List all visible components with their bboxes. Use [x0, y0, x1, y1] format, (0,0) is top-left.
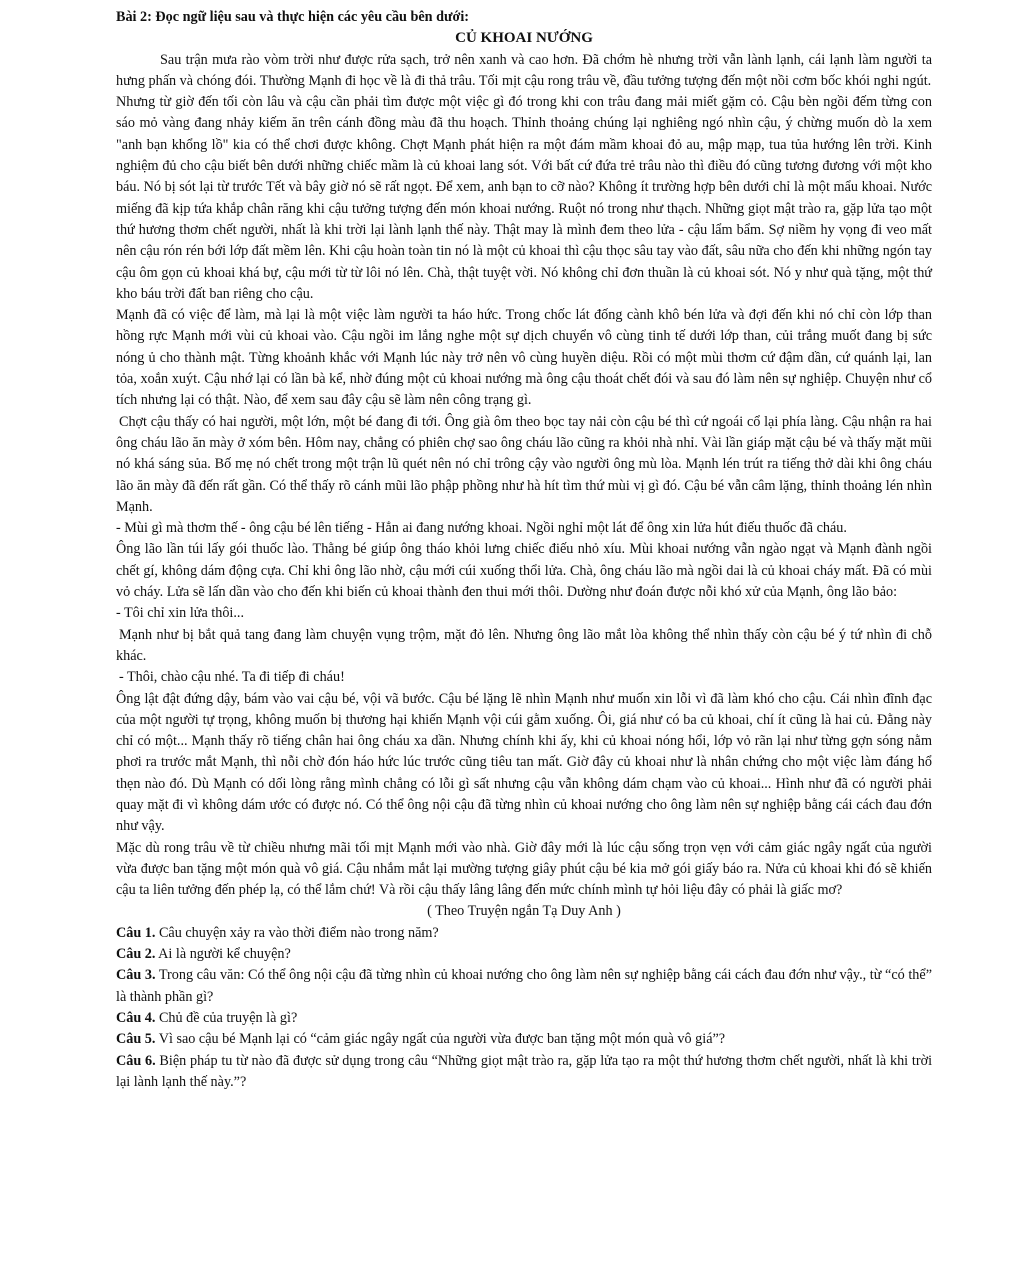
- question-item: [116, 1029, 932, 1050]
- question-label: Câu 1.: [116, 924, 156, 941]
- story-paragraph: Nhưng từ giờ đến tối còn lâu và cậu cần phải tìm được một việc gì đó trong khi con trâu đang mải miết gặm cỏ. Cậu bèn ngồi đếm từng con sáo mỏ vàng đang nhảy kiếm ăn trên cánh đồng màu đã thu hoạch. Thỉnh thoảng chúng lại nghiêng ngó nhìn cậu, ý chừng muốn dò la xem "anh bạn khổng lồ" kia có thể chơi được không. Chợt Mạnh phát hiện ra một đám mầm khoai đỏ au, mập mạp, tua tủa hướng lên trời. Kinh nghiệm đủ cho cậu biết bên dưới những chiếc mầm là củ khoai lang sót. Với bất cứ đứa trẻ trâu nào thì điều đó cũng tương đương với một kho báu. Nó bị sót lại từ trước Tết và bây giờ nó sẽ rất ngọt. Để xem, anh bạn to cỡ nào? Không ít trường hợp bên dưới chỉ là một mẩu khoai. Nước miếng đã kịp tứa khắp chân răng khi cậu tưởng tượng đến món khoai nướng. Ruột nó trong như thạch. Những giọt mật trào ra, gặp lửa tạo một thứ hương thơm chết người, nhất là khi trời lại lành lạnh thế này. Thật may là mình đem theo lửa - cậu lẩm bẩm. Sợ niềm hy vọng đi veo mất nên cậu rón rén bới lớp đất mềm lên. Khi cậu hoàn toàn tin nó là một củ khoai thì cậu thọc sâu tay vào đất, sâu nữa cho đến khi những ngón tay cậu ôm gọn củ khoai khá bự, cậu mới từ từ lôi nó lên. Chà, thật tuyệt vời. Nó không chỉ đơn thuần là củ khoai sót. Nó y như quà tặng, một thứ kho báu trời đất ban riêng cho cậu.: [116, 94, 932, 302]
- question-label: Câu 4.: [116, 1009, 156, 1026]
- question-text: Biện pháp tu từ nào đã được sử dụng trong câu “Những giọt mật trào ra, gặp lửa tạo ra một thứ hương thơm chết người, nhất là khi trời lại lành lạnh thế này.”?: [116, 1052, 933, 1090]
- exercise-heading: Bài 2: Đọc ngữ liệu sau và thực hiện các yêu cầu bên dưới:: [116, 9, 470, 25]
- question-item: [116, 965, 932, 1008]
- question-label: Câu 3.: [116, 967, 156, 984]
- question-item: [116, 944, 932, 965]
- dialogue-line: - Mùi gì mà thơm thế - ông cậu bé lên tiếng - Hẳn ai đang nướng khoai. Ngồi nghỉ một lát để ông xin lửa hút điếu thuốc đã cháu.: [116, 520, 847, 537]
- story-source: ( Theo Truyện ngắn Tạ Duy Anh ): [427, 903, 621, 920]
- dialogue-line: - Tôi chỉ xin lửa thôi...: [116, 605, 245, 622]
- question-text: Trong câu văn: Có thể ông nội cậu đã từng nhìn củ khoai nướng cho ông làm nên sự nghiệp bằng cái cách đau đớn như vậy., từ “có thể” là thành phần gì?: [116, 967, 932, 1005]
- story-paragraph: Ông lật đật đứng dậy, bám vào vai cậu bé, vội vã bước. Cậu bé lặng lẽ nhìn Mạnh như muốn xin lỗi vì đã làm khó cho cậu. Cái nhìn đĩnh đạc của một người tự trọng, không muốn bị thương hại khiến Mạnh vội cúi gằm xuống. Ôi, giá như có ba củ khoai, chí ít cũng là hai củ. Đằng này chỉ có một... Mạnh thấy rõ tiếng chân hai ông cháu xa dần. Nhưng chính khi ấy, khi củ khoai nóng hổi, lớp vỏ rãn lại như từng gợn sóng nằm phơi ra trước mắt Mạnh, thì nỗi chờ đón háo hức lúc trước cũng tiêu tan mất. Giờ đây củ khoai như là nhân chứng cho một việc làm đáng hổ thẹn nào đó. Dù Mạnh có dối lòng rằng mình chẳng có lỗi gì sất nhưng cậu vẫn không dám chạm vào củ khoai... Hình như đã có người phải quay mặt đi vì không dám ước có được nó. Có thể ông nội cậu đã từng nhìn củ khoai nướng cho ông làm nên sự nghiệp bằng cái cách đau đớn như vậy.: [116, 690, 932, 835]
- story-paragraph: Mặc dù rong trâu về từ chiều nhưng mãi tối mịt Mạnh mới vào nhà. Giờ đây mới là lúc cậu sống trọn vẹn với cảm giác ngây ngất của người vừa được ban tặng một món quà vô giá. Cậu nhắm mắt lại mường tượng giây phút cậu bé kia mở gói giấy báo ra. Nửa củ khoai khi đó sẽ khiến cậu ta liên tưởng đến phép lạ, có thể lắm chứ! Và rồi cậu thấy lâng lâng đến mức chính mình tự hỏi liệu đây có phải là giấc mơ?: [116, 839, 932, 899]
- question-item: [116, 923, 932, 944]
- question-text: Vì sao cậu bé Mạnh lại có “cảm giác ngây ngất của người vừa được ban tặng một món quà vô giá”?: [155, 1031, 726, 1048]
- question-item: [116, 1051, 932, 1094]
- story-paragraph: Mạnh như bị bắt quả tang đang làm chuyện vụng trộm, mặt đỏ lên. Nhưng ông lão mắt lòa không thể nhìn thấy còn cậu bé ý tứ nhìn đi chỗ khác.: [116, 626, 932, 664]
- question-label: Câu 2.: [116, 946, 156, 963]
- story-paragraph: Chợt cậu thấy có hai người, một lớn, một bé đang đi tới. Ông già ôm theo bọc tay nải còn cậu bé thì cứ ngoái cổ lại phía làng. Cậu nhận ra hai ông cháu lão ăn mày ở xóm bên. Hôm nay, chẳng có phiên chợ sao ông cháu lão cũng ra khỏi nhà nhỉ. Vài lần giáp mặt cậu bé và thấy mặt mũi nó khá sáng sủa. Bố mẹ nó chết trong một trận lũ quét nên nó chỉ trông cậy vào người ông mù lòa. Mạnh lén trút ra tiếng thở dài khi ông cháu lão ăn mày đã đến rất gần. Có thể thấy rõ cánh mũi lão phập phồng như hà hít tìm thứ mùi vị gì đó. Cậu bé vẫn câm lặng, thỉnh thoảng lén nhìn Mạnh.: [116, 413, 932, 515]
- story-paragraph: Mạnh đã có việc để làm, mà lại là một việc làm người ta háo hức. Trong chốc lát đống cành khô bén lửa và đợi đến khi nó chỉ còn lớp than hồng rực Mạnh mới vùi củ khoai vào. Cậu ngồi im lắng nghe một sự dịch chuyển vô cùng tinh tế dưới lớp than, củi trắng muốt đang bị sức nóng ủ cho thành mật. Từng khoảnh khắc với Mạnh lúc này trở nên vô cùng huyền diệu. Rồi có một mùi thơm cứ đậm dần, cứ quánh lại, lan tỏa, xoắn xuýt. Cậu nhớ lại có lần bà kể, nhờ đúng một củ khoai nướng mà ông cậu thoát chết đói và sau đó làm nên sự nghiệp. Chuyện như cổ tích nhưng lại có thật. Nào, để xem sau đây cậu sẽ làm nên công trạng gì.: [116, 307, 932, 409]
- story-paragraph: Sau trận mưa rào vòm trời như được rửa sạch, trở nên xanh và cao hơn. Đã chớm hè nhưng trời vẫn lành lạnh, cái lạnh làm người ta hưng phấn và chóng đói. Thường Mạnh đi học về là đi thả trâu. Tối mịt cậu rong trâu về, đầu tưởng tượng đến một nồi cơm bốc khói nghi ngút.: [116, 51, 932, 89]
- story-paragraph: Ông lão lần túi lấy gói thuốc lào. Thằng bé giúp ông tháo khỏi lưng chiếc điếu nhỏ xíu. Mùi khoai nướng vẫn ngào ngạt và Mạnh đành ngồi chết gí, không dám động cựa. Chỉ khi ông lão nhờ, cậu mới cúi xuống thổi lửa. Chà, ông cháu lão mà ngồi dai là củ khoai cháy mất. Đã có mùi vỏ cháy. Lửa sẽ lấn dần vào cho đến khi biến củ khoai thành đen thui mới thôi. Dường như đoán được nỗi khó xử của Mạnh, ông lão bảo:: [116, 541, 932, 601]
- question-label: Câu 5.: [116, 1031, 156, 1048]
- question-text: Câu chuyện xảy ra vào thời điểm nào trong năm?: [155, 924, 439, 941]
- dialogue-line: - Thôi, chào cậu nhé. Ta đi tiếp đi cháu!: [119, 669, 345, 686]
- question-item: [116, 1008, 932, 1029]
- question-text: Ai là người kể chuyện?: [155, 946, 291, 963]
- question-text: Chủ đề của truyện là gì?: [155, 1009, 298, 1026]
- question-label: Câu 6.: [116, 1052, 156, 1069]
- story-title: CỦ KHOAI NƯỚNG: [455, 30, 593, 47]
